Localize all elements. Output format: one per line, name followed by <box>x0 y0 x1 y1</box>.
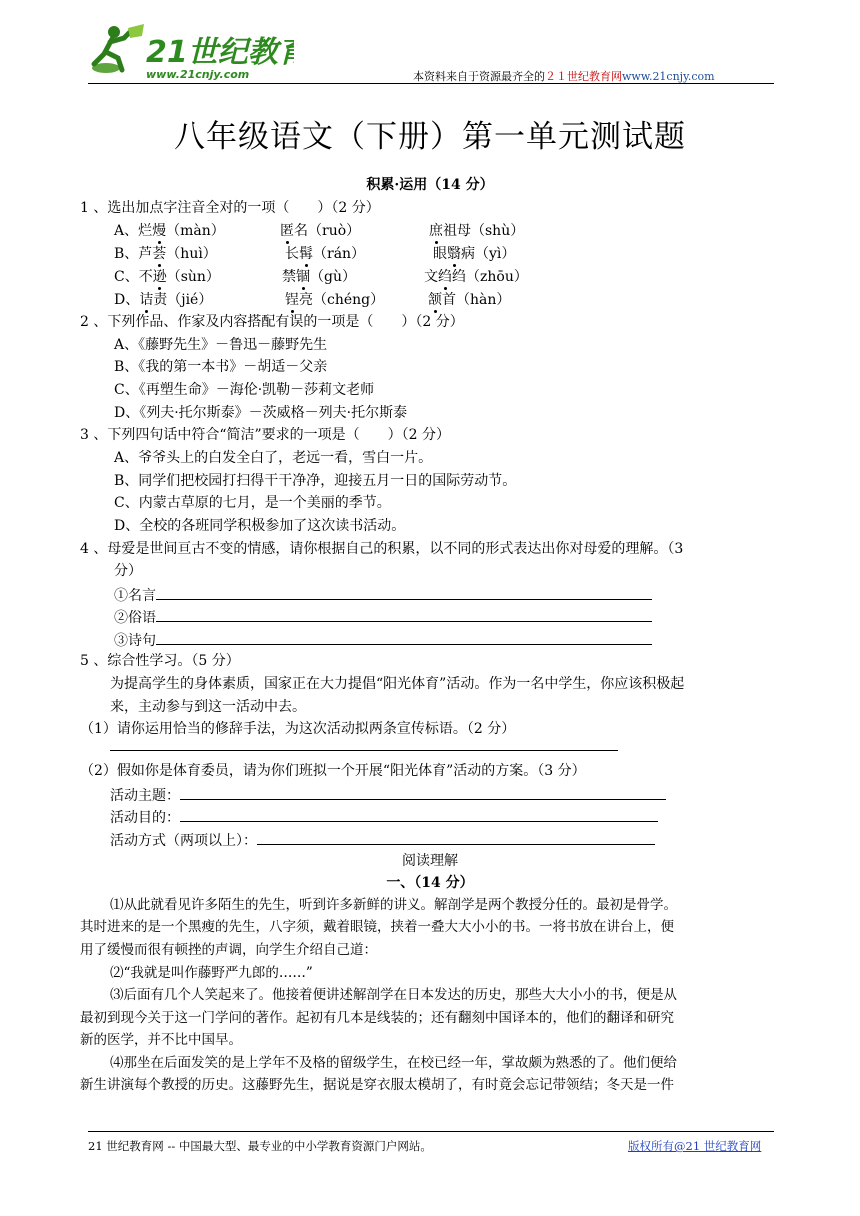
question-5-stem: 5 、综合性学习。（5 分） <box>80 653 240 669</box>
header-divider <box>88 83 774 84</box>
question-2-stem: 2 、下列作品、作家及内容搭配有误的一项是（ ）（2 分） <box>80 314 464 330</box>
q4-quote-answer-blank[interactable] <box>156 585 652 600</box>
reading-line-8: ⑷那坐在后面发笑的是上学年不及格的留级学生，在校已经一年，掌故颇为熟悉的了。他们便给 <box>110 1055 677 1071</box>
q5-field-theme-label: 活动主题： <box>110 788 180 804</box>
q1-option-a-1: A、烂熳（màn） <box>114 223 225 239</box>
reading-line-6: 最初到现今关于这一门学问的著作。起初有几本是线装的；还有翻刻中国译本的，他们的翻译和研究 <box>80 1010 674 1026</box>
q1-option-c-1: C、不逊（sùn） <box>114 269 220 285</box>
reading-part-heading: 一、（14 分） <box>386 875 474 891</box>
header-note-site: ２１世纪教育网 <box>545 70 622 83</box>
q3-option-b: B、同学们把校园打扫得干干净净，迎接五月一日的国际劳动节。 <box>114 473 517 489</box>
runner-logo-icon <box>84 22 294 84</box>
q5-theme-input[interactable] <box>180 785 666 800</box>
reading-line-7: 新的医学，并不比中国早。 <box>80 1032 242 1048</box>
question-4-stem-line2: 分） <box>114 563 142 579</box>
q5-purpose-input[interactable] <box>180 807 658 822</box>
reading-line-3: 用了缓慢而很有顿挫的声调，向学生介绍自己道： <box>80 942 377 958</box>
q5-field-purpose-label: 活动目的： <box>110 810 180 826</box>
question-4-stem-line1: 4 、母爱是世间亘古不变的情感，请你根据自己的积累，以不同的形式表达出你对母爱的理解。（3 <box>80 541 684 557</box>
q5-sub-question-2: （2）假如你是体育委员，请为你们班拟一个开展“阳光体育”活动的方案。（3 分） <box>80 763 586 779</box>
q2-option-a: A、《藤野先生》－鲁迅－藤野先生 <box>114 337 328 353</box>
header-note <box>413 68 715 84</box>
q3-option-c: C、内蒙古草原的七月，是一个美丽的季节。 <box>114 495 391 511</box>
q5-context-line2: 来，主动参与到这一活动中去。 <box>110 699 306 715</box>
footer-copyright-link[interactable]: 版权所有@21 世纪教育网 <box>628 1139 762 1153</box>
q1-option-d-2: 锃亮（chéng） <box>285 292 385 308</box>
q1-option-c-3: 文绉绉（zhōu） <box>424 269 528 285</box>
footer-divider <box>88 1131 774 1132</box>
q5-sub-question-1: （1）请你运用恰当的修辞手法，为这次活动拟两条宣传标语。（2 分） <box>80 721 516 737</box>
q4-proverb-answer-blank[interactable] <box>156 607 652 622</box>
q1-option-d-1: D、诘责（jié） <box>114 292 213 308</box>
q5-context-line1: 为提高学生的身体素质，国家正在大力提倡“阳光体育”活动。作为一名中学生，你应该积极起 <box>110 676 685 692</box>
reading-line-9: 新生讲演每个教授的历史。这藤野先生，据说是穿衣服太模胡了，有时竟会忘记带领结；冬天是一件 <box>80 1077 674 1093</box>
q5-field-methods <box>110 830 655 850</box>
reading-line-4: ⑵“我就是叫作藤野严九郎的……” <box>110 965 313 981</box>
q3-option-d: D、全校的各班同学积极参加了这次读书活动。 <box>114 518 406 534</box>
q4-poem-answer-blank[interactable] <box>156 630 652 645</box>
q1-option-b-3: 眼翳病（yì） <box>433 246 516 262</box>
q2-option-c: C、《再塑生命》－海伦·凯勒－莎莉文老师 <box>114 382 375 398</box>
reading-line-1: ⑴从此就看见许多陌生的先生，听到许多新鲜的讲义。解剖学是两个教授分任的。最初是骨学。 <box>110 897 677 913</box>
site-logo <box>84 22 294 84</box>
q5-field-theme <box>110 785 666 805</box>
question-1-stem: 1 、选出加点字注音全对的一项（ ）（2 分） <box>80 200 380 216</box>
reading-line-5: ⑶后面有几个人笑起来了。他接着便讲述解剖学在日本发达的历史，那些大大小小的书，便是从 <box>110 987 677 1003</box>
q1-option-b-1: B、芦荟（huì） <box>114 246 217 262</box>
logo-text: 21世纪教育 <box>146 35 294 70</box>
q4-item-poem <box>114 630 652 650</box>
section-heading-accumulation: 积累·运用（14 分） <box>366 177 494 193</box>
q4-item-proverb <box>114 607 652 627</box>
page-title: 八年级语文（下册）第一单元测试题 <box>174 119 686 155</box>
q1-option-c-2: 禁锢（gù） <box>282 269 356 285</box>
q4-item-proverb-label: ②俗语 <box>114 610 156 626</box>
q1-option-d-3: 颔首（hàn） <box>428 292 511 308</box>
reading-line-2: 其时进来的是一个黑瘦的先生，八字须，戴着眼镜，挟着一叠大大小小的书。一将书放在讲台上，便 <box>80 919 674 935</box>
q1-option-a-2: 匿名（ruò） <box>280 223 361 239</box>
q5-slogan-answer-blank[interactable] <box>110 750 618 751</box>
q4-item-quote <box>114 585 652 605</box>
q5-field-methods-label: 活动方式（两项以上）： <box>110 833 257 849</box>
q4-item-poem-label: ③诗句 <box>114 633 156 649</box>
q2-option-b: B、《我的第一本书》－胡适－父亲 <box>114 359 328 375</box>
q1-option-b-2: 长髯（rán） <box>285 246 366 262</box>
q1-option-a-3: 庶祖母（shù） <box>429 223 525 239</box>
question-3-stem: 3 、下列四句话中符合“简洁”要求的一项是（ ）（2 分） <box>80 427 451 443</box>
q5-field-purpose <box>110 807 658 827</box>
q2-option-d: D、《列夫·托尔斯泰》－茨威格－列夫·托尔斯泰 <box>114 405 408 421</box>
header-note-url[interactable]: www.21cnjy.com <box>622 70 715 83</box>
q3-option-a: A、爷爷头上的白发全白了，老远一看，雪白一片。 <box>114 450 433 466</box>
header-note-prefix: 本资料来自于资源最齐全的 <box>413 70 545 83</box>
footer-site-description: 21 世纪教育网 -- 中国最大型、最专业的中小学教育资源门户网站。 <box>88 1139 432 1153</box>
section-heading-reading: 阅读理解 <box>402 853 458 869</box>
q4-item-quote-label: ①名言 <box>114 588 156 604</box>
q5-methods-input[interactable] <box>257 830 655 845</box>
logo-url: www.21cnjy.com <box>146 68 250 81</box>
